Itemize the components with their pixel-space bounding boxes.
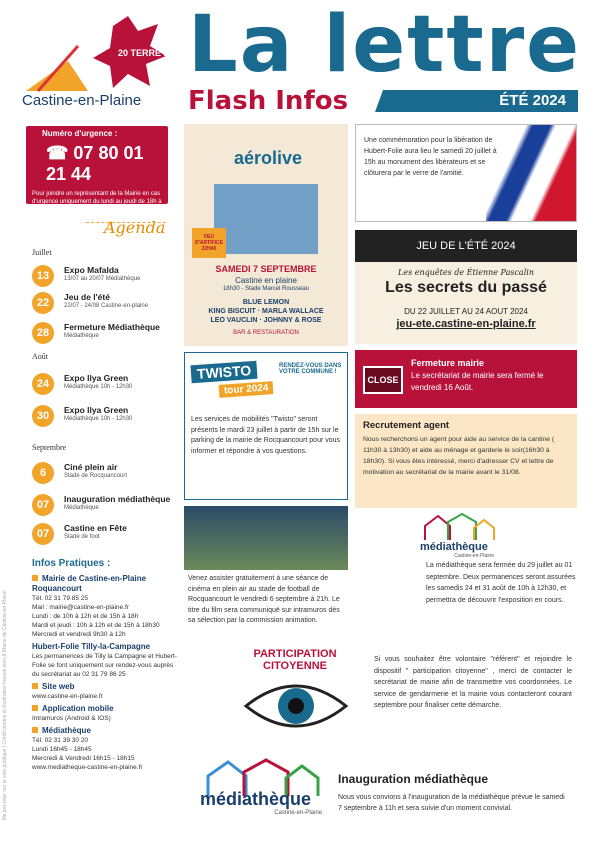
emergency-box [26, 126, 168, 213]
agenda-title: Agenda [104, 218, 166, 237]
agenda-event[interactable]: 22 Jeu de l'été 22/07 - 24/08 Castine-en-plaine [32, 292, 182, 318]
inauguration-box: médiathèque Castine-en-Plaine Inauguration médiathèque Nous vous convions à l'inauguration de la médiathèque prévue le samedi 7 septembre à 11h et sera suivie d'un moment convivial. [184, 752, 577, 830]
newsletter-title: La lettre [188, 0, 582, 90]
eye-icon [244, 676, 348, 736]
side-note: Ne pas jeter sur la voie publique | Crédit photos et illustration freepik.com & Mairie de Castine-en-Plaine [2, 590, 8, 820]
cinema-box: Venez assister gratuitement à une séance de cinéma en plein air au stade de football de Rocquancourt le vendredi 6 septembre à 21h. Le titre du film sera communiqué sur intramuros dès sa sélection par la commission animation. [184, 506, 348, 634]
closure-box: CLOSE Fermeture mairie Le secrétariat de mairie sera fermé le vendredi 16 Août. [355, 350, 577, 408]
agenda-event[interactable]: 6 Ciné plein air Stade de Rocquancourt [32, 462, 182, 488]
emergency-number[interactable]: ☎ 07 80 01 21 44 [46, 143, 144, 184]
newsletter-subtitle: Flash Infos [188, 86, 349, 116]
month-label: Juillet [32, 248, 52, 257]
mediatheque-closure-text: La médiathèque sera fermée du 29 juillet au 01 septembre. Deux permanences seront assurées les samedis 24 et 31 août de 10h à 12h30, et permettra de découvrir l'exposition en cours. [426, 562, 576, 604]
infos-title: Infos Pratiques : [32, 558, 111, 569]
month-label: Août [32, 352, 48, 361]
recruitment-box: Recrutement agent Nous recherchons un agent pour aide au service de la cantine ( 11h30 à 13h30) et aide au ménage et garderie le soir(16h30 à 18h30). Si vous êtes intéressé, merci d'adresser CV et lettre de motivation au secrétariat de la mairie avant le 31/08. [355, 414, 577, 508]
agenda-event[interactable]: 07 Inauguration médiathèque Médiathèque [32, 494, 182, 520]
commemoration-box: Une commémoration pour la libération de Hubert-Folie aura lieu le samedi 20 juillet à 15h au monument des libérateurs et se clôturera par le verre de l'amitié. [355, 124, 577, 222]
mediatheque-logo-large: médiathèque Castine-en-Plaine [200, 758, 330, 824]
agenda-event[interactable]: 13 Expo Mafalda 13/07 au 20/07 Médiathèque [32, 265, 182, 291]
website-link[interactable]: www.castine-en-plaine.fr [32, 693, 103, 700]
infos-pratiques: Mairie de Castine-en-Plaine Roquancourt Tél. 02 31 79 85 25 Mail : mairie@castine-en-plaine.fr Lundi : de 10h à 12h et de 15h à 18h Mardi et jeudi : 10h à 12h et de 15h à 18h30 Mercredi et vendredi 9h30 à 12h Hubert-Folie Tilly-la-Campagne Les permanences de Tilly la Campagne et Hubert-Folie se font uniquement sur rendez-vous auprès du secrétariat au 02 31 79 86 25 Site web www.castine-en-plaine.fr Application mobile Intramuros (Android & IOS) Médiathèque Tél. 02 31 39 30 20 Lundi 16h45 - 18h45 Mercredi & Vendredi 16h15 - 18h15 www.mediatheque-castine-en-plaine.fr [32, 574, 177, 771]
mediatheque-link[interactable]: www.mediatheque-castine-en-plaine.fr [32, 764, 143, 771]
agenda-event[interactable]: 24 Expo Ilya Green Médiathèque 10h - 12h30 [32, 373, 182, 399]
month-label: Septembre [32, 443, 67, 452]
summer-game-box: JEU DE L'ÉTÉ 2024 Les enquêtes de Étienne Pascalin Les secrets du passé DU 22 JUILLET AU 24 AOUT 2024 jeu-ete.castine-en-plaine.fr [355, 230, 577, 344]
agenda-event[interactable]: 30 Expo Ilya Green Médiathèque 10h - 12h30 [32, 405, 182, 431]
mediatheque-logo: médiathèque Castine-en-Plaine [420, 512, 500, 560]
season-banner: ÉTÉ 2024 [383, 90, 578, 112]
aerolive-poster: aérolive FEU D'ARTIFICE 22H45 SAMEDI 7 SEPTEMBRE Castine en plaine 18h30 - Stade Marcel Rousseau BLUE LEMON KING BISCUIT · MARLA WALLACE LEO VAUCLIN · JOHNNY & ROSE BAR & RESTAURATION [184, 124, 348, 346]
emergency-text: Pour joindre un représentant de la Mairie en cas d'urgence uniquement du lundi au jeudi de 18h à 8h et du vendredi 17h au lundi 8h. [32, 191, 162, 213]
cinema-photo [184, 506, 348, 570]
commune-name: Castine-en-Plaine [22, 92, 142, 109]
participation-box: PARTICIPATION CITOYENNE Si vous souhaitez être volontaire "référent" et rejoindre le dispositif " participation citoyenne" , merci de contacter le secrétariat de mairie afin de transmettre vos coordonnées. Le service de gendarmerie et la mairie vous contacteront courant septembre pour finaliser cette démarche. [184, 640, 577, 746]
deckchair-icon [26, 61, 88, 91]
close-sign-icon: CLOSE [363, 366, 403, 394]
agenda-event[interactable]: 07 Castine en Fête Stade de foot [32, 523, 182, 549]
twisto-box: TWISTO tour 2024 RENDEZ-VOUS DANS VOTRE COMMUNE ! Les services de mobilités "Twisto" seront présents le mardi 23 juillet à partir de 15h sur le parking de la mairie de Rocquancourt pour vous informer et répondre à vos questions. [184, 352, 348, 500]
emergency-label: Numéro d'urgence : [42, 129, 118, 138]
summer-game-link[interactable]: jeu-ete.castine-en-plaine.fr [396, 318, 536, 330]
terre-de-jeux-badge: 20 TERRE DE JEUX 24 [118, 48, 215, 58]
agenda-event[interactable]: 28 Fermeture Médiathèque Médiathèque [32, 322, 182, 348]
mairie-mail[interactable]: Mail : mairie@castine-en-plaine.fr [32, 604, 129, 611]
agenda-divider [86, 222, 166, 223]
